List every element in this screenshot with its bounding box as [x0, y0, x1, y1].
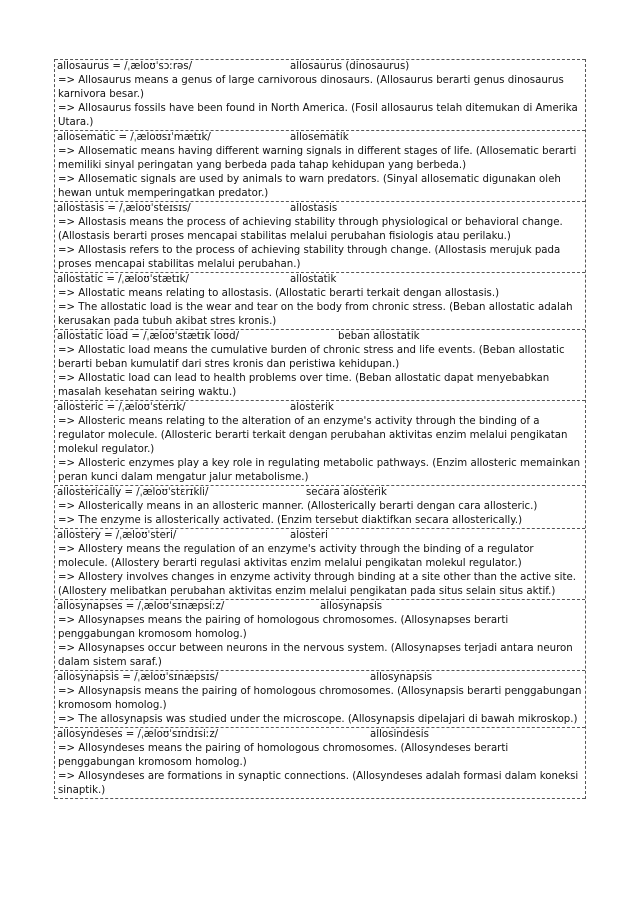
entry-example: => Allosynapses occur between neurons in the nervous system. (Allosynapses terjadi antara neuron dalam sistem saraf.)	[58, 643, 573, 668]
entry-term: allosteric = /ˌæloʊˈsterɪk/	[57, 402, 186, 413]
entry-example: => Allostatic load means the cumulative burden of chronic stress and life events. (Beban allostatic berarti beban kumulatif dari stres kronis dan peristiwa kehidupan.)	[58, 345, 565, 370]
entry-term: allostatic load = /ˌæloʊˈstætɪk loʊd/	[57, 331, 240, 342]
entry-example: => Allosyndeses means the pairing of homologous chromosomes. (Allosyndeses berarti penggabungan kromosom homolog.)	[58, 743, 509, 768]
entry-header	[57, 671, 584, 685]
entry-example: => Allosaurus means a genus of large carnivorous dinosaurs. (Allosaurus berarti genus dinosaurus karnivora besar.)	[58, 75, 564, 100]
entry-header	[57, 202, 584, 216]
entry-term: allosyndeses = /ˌæloʊˈsɪndɪsiːz/	[57, 729, 219, 740]
vocab-entry	[55, 329, 585, 400]
entry-translation: allosindesis	[370, 729, 429, 740]
entry-example: => Allostasis refers to the process of achieving stability through change. (Allostasis merujuk pada proses mencapai stabilitas melalui perubahan.)	[58, 245, 561, 270]
entry-translation: allosynapsis	[320, 601, 383, 612]
entry-term: allostery = /ˌæloʊˈsteri/	[57, 530, 177, 541]
entry-example: => Allosematic signals are used by animals to warn predators. (Sinyal allosematic digunakan oleh hewan untuk memperingatkan predator.)	[58, 174, 561, 199]
entry-header	[57, 60, 584, 74]
entry-example: => The allosynapsis was studied under the microscope. (Allosynapsis dipelajari di bawah mikroskop.)	[58, 714, 578, 725]
entry-example: => Allostery means the regulation of an enzyme's activity through the binding of a regulator molecule. (Allostery berarti regulasi aktivitas enzim melalui pengikatan molekul regulator.)	[58, 544, 534, 569]
entry-example: => Allosynapsis means the pairing of homologous chromosomes. (Allosynapsis berarti penggabungan kromosom homolog.)	[58, 686, 582, 711]
entry-example: => Allostatic load can lead to health problems over time. (Beban allostatic dapat menyebabkan masalah kesehatan seiring waktu.)	[58, 373, 550, 398]
entry-term: allosaurus = /ˌæloʊˈsɔːrəs/	[57, 61, 193, 72]
entry-example: => Allostatic means relating to allostasis. (Allostatic berarti terkait dengan allostasis.)	[58, 288, 500, 299]
entry-translation: allosaurus (dinosaurus)	[290, 61, 410, 72]
entry-example: => Allosyndeses are formations in synaptic connections. (Allosyndeses adalah formasi dalam koneksi sinaptik.)	[58, 771, 579, 796]
entry-term: allosematic = /ˌæloʊsɪˈmætɪk/	[57, 132, 211, 143]
vocab-entry	[55, 201, 585, 272]
vocab-entry	[55, 59, 585, 130]
vocab-entry	[55, 727, 585, 799]
vocab-entry	[55, 528, 585, 599]
entry-translation: allostasis	[290, 203, 338, 214]
entry-example: => The allostatic load is the wear and tear on the body from chronic stress. (Beban allostatic adalah kerusakan pada tubuh akibat stres kronis.)	[58, 302, 573, 327]
vocab-entry	[55, 130, 585, 201]
entry-translation: allosematik	[290, 132, 349, 143]
entry-example: => Allosaurus fossils have been found in North America. (Fosil allosaurus telah ditemukan di Amerika Utara.)	[58, 103, 578, 128]
entry-header	[57, 728, 584, 742]
entry-header	[57, 131, 584, 145]
entry-example: => Allosematic means having different warning signals in different stages of life. (Allosematic berarti memiliki sinyal peringatan yang berbeda pada tahap kehidupan yang berbeda.)	[58, 146, 577, 171]
entry-term: allosynapsis = /ˌæloʊˈsɪnæpsɪs/	[57, 672, 219, 683]
entry-term: allostasis = /ˌæloʊˈsteɪsɪs/	[57, 203, 191, 214]
vocab-entry	[55, 400, 585, 485]
entry-term: allosynapses = /ˌæloʊˈsɪnæpsiːz/	[57, 601, 225, 612]
entry-header	[57, 401, 584, 415]
entry-header	[57, 600, 584, 614]
vocab-entry	[55, 485, 585, 528]
entry-example: => Allosteric enzymes play a key role in regulating metabolic pathways. (Enzim allosteric memainkan peran kunci dalam mengatur jalur metabolisme.)	[58, 458, 581, 483]
entry-example: => Allosteric means relating to the alteration of an enzyme's activity through the binding of a regulator molecule. (Allosteric berarti terkait dengan perubahan aktivitas enzim melalui pengikatan molekul regulator.)	[58, 416, 568, 455]
entry-header	[57, 486, 584, 500]
entry-translation: beban allostatik	[338, 331, 420, 342]
entry-translation: secara alosterik	[306, 487, 387, 498]
entry-translation: alosterik	[290, 402, 334, 413]
vocab-entry	[55, 599, 585, 670]
entry-header	[57, 330, 584, 344]
entry-translation: allostatik	[290, 274, 337, 285]
vocab-entry	[55, 670, 585, 727]
vocabulary-table	[54, 59, 586, 799]
entry-example: => Allostery involves changes in enzyme activity through binding at a site other than the active site. (Allostery melibatkan perubahan aktivitas enzim melalui pengikatan pada situs selain situs aktif.)	[58, 572, 576, 597]
vocab-entry	[55, 272, 585, 329]
entry-example: => Allosterically means in an allosteric manner. (Allosterically berarti dengan cara allosteric.)	[58, 501, 538, 512]
entry-example: => The enzyme is allosterically activated. (Enzim tersebut diaktifkan secara allosterically.)	[58, 515, 523, 526]
entry-example: => Allosynapses means the pairing of homologous chromosomes. (Allosynapses berarti penggabungan kromosom homolog.)	[58, 615, 509, 640]
entry-example: => Allostasis means the process of achieving stability through physiological or behavioral change. (Allostasis berarti proses mencapai stabilitas melalui perubahan fisiologis atau perilaku.)	[58, 217, 563, 242]
entry-term: allosterically = /ˌæloʊˈstɛrɪkli/	[57, 487, 209, 498]
entry-translation: allosynapsis	[370, 672, 433, 683]
entry-header	[57, 529, 584, 543]
entry-translation: alosteri	[290, 530, 328, 541]
entry-header	[57, 273, 584, 287]
entry-term: allostatic = /ˌæloʊˈstætɪk/	[57, 274, 189, 285]
